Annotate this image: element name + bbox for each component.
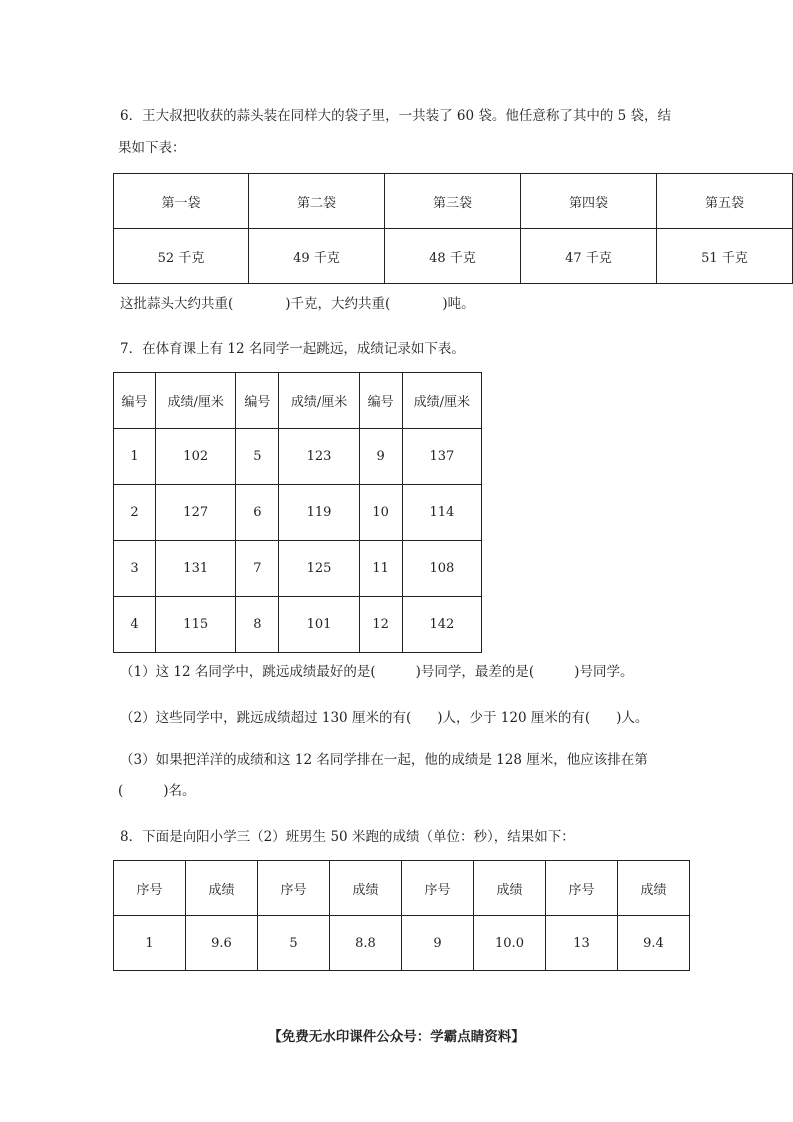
- q7-sub2-b: )人，少于 120 厘米的有(: [437, 710, 591, 726]
- q8-value-cell: 10.0: [474, 916, 546, 971]
- table-cell: 5: [236, 429, 279, 485]
- q6-value-row: [114, 229, 793, 284]
- table-cell: 131: [156, 541, 236, 597]
- q6-header-row: [114, 174, 793, 229]
- q6-question-c: )吨。: [442, 296, 475, 312]
- q8-header-cell: 序号: [546, 861, 618, 916]
- q6-question-b: )千克，大约共重(: [285, 296, 391, 312]
- table-cell: 10: [359, 485, 402, 541]
- q7-header-cell: 编号: [359, 373, 402, 429]
- q6-header-cell: 第四袋: [521, 174, 657, 229]
- q8-header-cell: 成绩: [474, 861, 546, 916]
- table-row: [114, 485, 482, 541]
- q7-sub3-b: )名。: [163, 783, 196, 799]
- q8-value-cell: 9: [402, 916, 474, 971]
- q7-header-row: [114, 373, 482, 429]
- q8-header-cell: 成绩: [330, 861, 402, 916]
- q6-line1: 6．王大叔把收获的蒜头装在同样大的袋子里，一共装了 60 袋。他任意称了其中的 5 袋，结: [120, 108, 672, 124]
- q6-value-cell: 49 千克: [249, 229, 385, 284]
- q6-value-cell: 48 千克: [385, 229, 521, 284]
- table-cell: 6: [236, 485, 279, 541]
- table-cell: 1: [114, 429, 156, 485]
- q7-sub2-c: )人。: [616, 710, 649, 726]
- q7-sub1: [120, 660, 633, 680]
- q8-header-cell: 成绩: [186, 861, 258, 916]
- q8-value-cell: 13: [546, 916, 618, 971]
- q8-header-cell: 序号: [402, 861, 474, 916]
- table-cell: 7: [236, 541, 279, 597]
- q7-header-cell: 编号: [114, 373, 156, 429]
- q8-value-cell: 8.8: [330, 916, 402, 971]
- q7-intro: 7．在体育课上有 12 名同学一起跳远，成绩记录如下表。: [120, 341, 465, 357]
- q8-header-row: [114, 861, 690, 916]
- q6-table: [113, 173, 793, 284]
- table-cell: 4: [114, 597, 156, 653]
- q7-header-cell: 成绩/厘米: [402, 373, 481, 429]
- q7-sub1-a: （1）这 12 名同学中，跳远成绩最好的是(: [120, 664, 376, 680]
- table-cell: 114: [402, 485, 481, 541]
- table-cell: 11: [359, 541, 402, 597]
- table-cell: 127: [156, 485, 236, 541]
- table-cell: 101: [279, 597, 359, 653]
- q7-sub2: [120, 706, 648, 726]
- table-cell: 137: [402, 429, 481, 485]
- q6-header-cell: 第三袋: [385, 174, 521, 229]
- q8-intro: 8．下面是向阳小学三（2）班男生 50 米跑的成绩（单位：秒），结果如下：: [120, 829, 575, 845]
- q6-header-cell: 第一袋: [114, 174, 249, 229]
- q6-value-cell: 51 千克: [657, 229, 793, 284]
- q8-header-cell: 成绩: [618, 861, 690, 916]
- q7-sub1-b: )号同学，最差的是(: [415, 664, 535, 680]
- q7-header-cell: 成绩/厘米: [156, 373, 236, 429]
- q7-sub3-a: (: [118, 783, 124, 799]
- q6-question-a: 这批蒜头大约共重(: [120, 296, 234, 312]
- table-cell: 123: [279, 429, 359, 485]
- table-cell: 12: [359, 597, 402, 653]
- q7-sub1-c: )号同学。: [574, 664, 634, 680]
- q7-table: [113, 372, 482, 653]
- q8-header-cell: 序号: [258, 861, 330, 916]
- table-cell: 3: [114, 541, 156, 597]
- q6-value-cell: 52 千克: [114, 229, 249, 284]
- q6-question: [120, 292, 475, 312]
- q6-header-cell: 第二袋: [249, 174, 385, 229]
- q8-value-cell: 1: [114, 916, 186, 971]
- q8-value-row: [114, 916, 690, 971]
- table-cell: 142: [402, 597, 481, 653]
- q8-header-cell: 序号: [114, 861, 186, 916]
- table-cell: 125: [279, 541, 359, 597]
- q8-table: [113, 860, 690, 971]
- q8-value-cell: 9.6: [186, 916, 258, 971]
- q8-value-cell: 9.4: [618, 916, 690, 971]
- q6-header-cell: 第五袋: [657, 174, 793, 229]
- table-cell: 108: [402, 541, 481, 597]
- table-row: [114, 597, 482, 653]
- q7-header-cell: 成绩/厘米: [279, 373, 359, 429]
- table-row: [114, 541, 482, 597]
- table-cell: 119: [279, 485, 359, 541]
- table-cell: 8: [236, 597, 279, 653]
- q7-sub3-line2: [118, 779, 196, 799]
- footer-note: 【免费无水印课件公众号：学霸点睛资料】: [268, 1029, 525, 1045]
- q7-sub2-a: （2）这些同学中，跳远成绩超过 130 厘米的有(: [120, 710, 412, 726]
- q6-line2: 果如下表：: [118, 140, 186, 156]
- table-cell: 115: [156, 597, 236, 653]
- q8-value-cell: 5: [258, 916, 330, 971]
- q7-sub3-line1: （3）如果把洋洋的成绩和这 12 名同学排在一起，他的成绩是 128 厘米，他应该排在第: [120, 752, 648, 768]
- table-cell: 2: [114, 485, 156, 541]
- table-cell: 9: [359, 429, 402, 485]
- table-row: [114, 429, 482, 485]
- table-cell: 102: [156, 429, 236, 485]
- q6-value-cell: 47 千克: [521, 229, 657, 284]
- q7-header-cell: 编号: [236, 373, 279, 429]
